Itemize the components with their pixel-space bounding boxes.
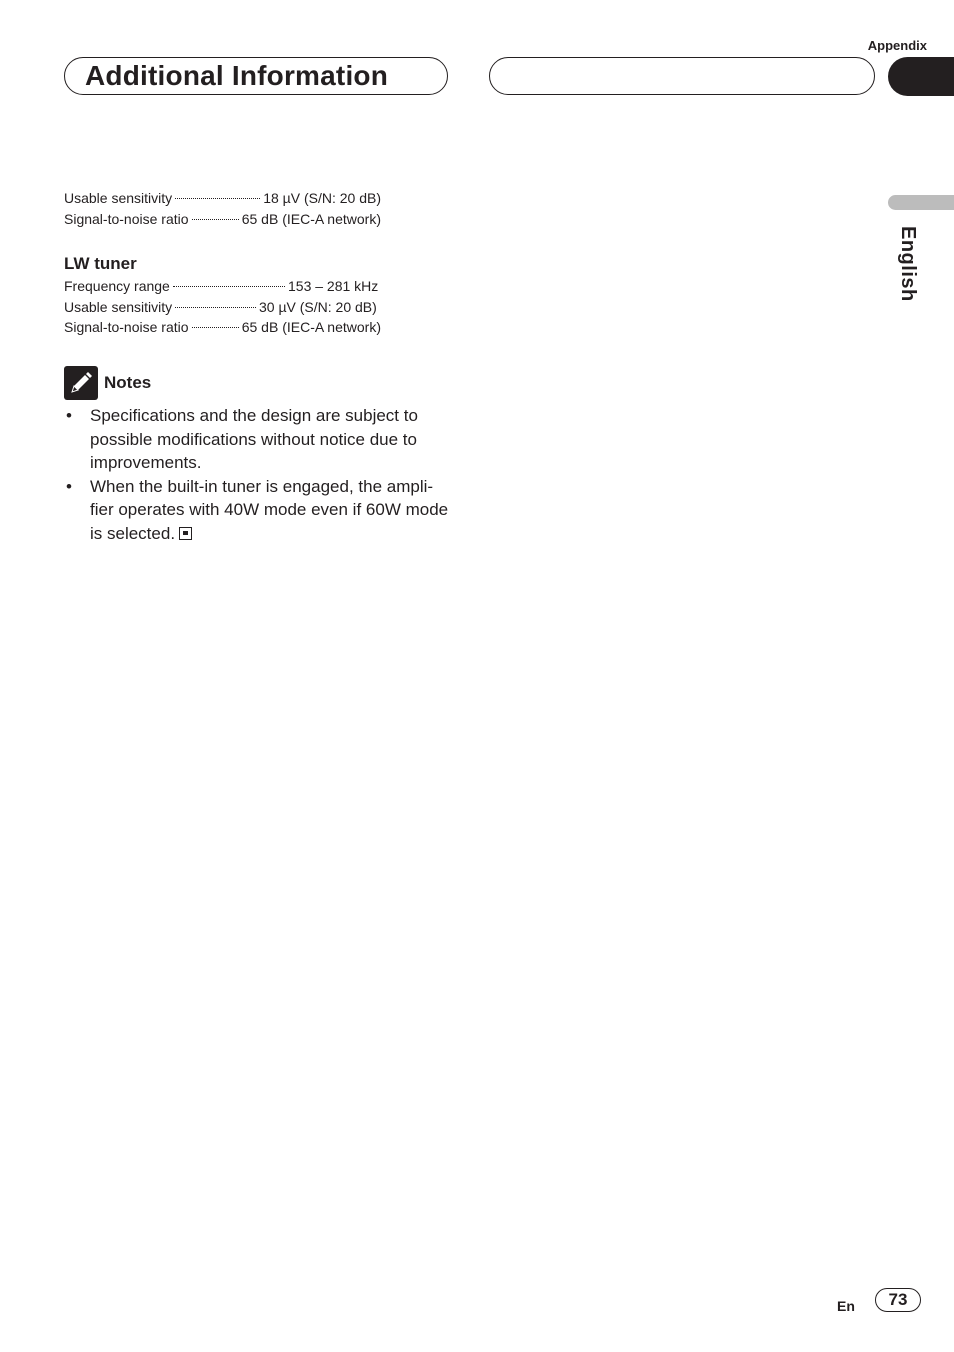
page-title: Additional Information	[85, 60, 389, 91]
spec-label: Frequency range	[64, 278, 170, 294]
spec-value: 153 – 281 kHz	[288, 278, 379, 294]
language-label: English	[897, 226, 919, 302]
leader-dots	[173, 286, 285, 287]
spec-row	[64, 297, 381, 318]
header-empty-frame	[489, 57, 875, 95]
spec-label: Usable sensitivity	[64, 190, 173, 206]
notes-title: Notes	[104, 373, 152, 392]
spec-row	[64, 276, 381, 297]
section-heading-lw-tuner: LW tuner	[64, 254, 137, 273]
footer-language-code: En	[837, 1298, 855, 1314]
spec-row	[64, 209, 381, 230]
bullet-icon: •	[66, 406, 72, 425]
leader-dots	[175, 198, 260, 199]
note-text: Specifications and the design are subject to possible modifications without notice due to improvements.	[90, 406, 418, 473]
spec-label: Usable sensitivity	[64, 298, 173, 315]
title-frame	[64, 57, 448, 95]
list-item	[64, 404, 454, 475]
leader-dots	[175, 307, 256, 308]
pencil-icon	[64, 366, 98, 400]
spec-list-mw	[64, 188, 381, 229]
section-tab-marker	[888, 57, 954, 96]
leader-dots	[192, 327, 239, 328]
spec-label: Signal-to-noise ratio	[64, 319, 189, 335]
bullet-icon: •	[66, 476, 72, 496]
spec-value: 65 dB (IEC-A network)	[241, 210, 381, 227]
page-number: 73	[875, 1288, 921, 1312]
end-of-section-icon	[179, 527, 192, 540]
notes-list	[64, 404, 454, 546]
language-side-label	[896, 226, 926, 306]
spec-row	[64, 317, 381, 338]
spec-value: 30 µV (S/N: 20 dB)	[259, 298, 377, 315]
notes-header	[64, 366, 151, 400]
spec-value: 18 µV (S/N: 20 dB)	[263, 190, 381, 206]
appendix-label: Appendix	[867, 38, 927, 53]
spec-label: Signal-to-noise ratio	[64, 210, 189, 227]
spec-value: 65 dB (IEC-A network)	[241, 319, 381, 335]
spec-row	[64, 188, 381, 209]
leader-dots	[192, 219, 239, 220]
note-text: When the built-in tuner is engaged, the ampli-fier operates with 40W mode even if 60W mode is selected.	[90, 476, 449, 543]
list-item	[64, 475, 454, 546]
language-tab-marker	[888, 195, 954, 210]
spec-list-lw	[64, 276, 381, 338]
